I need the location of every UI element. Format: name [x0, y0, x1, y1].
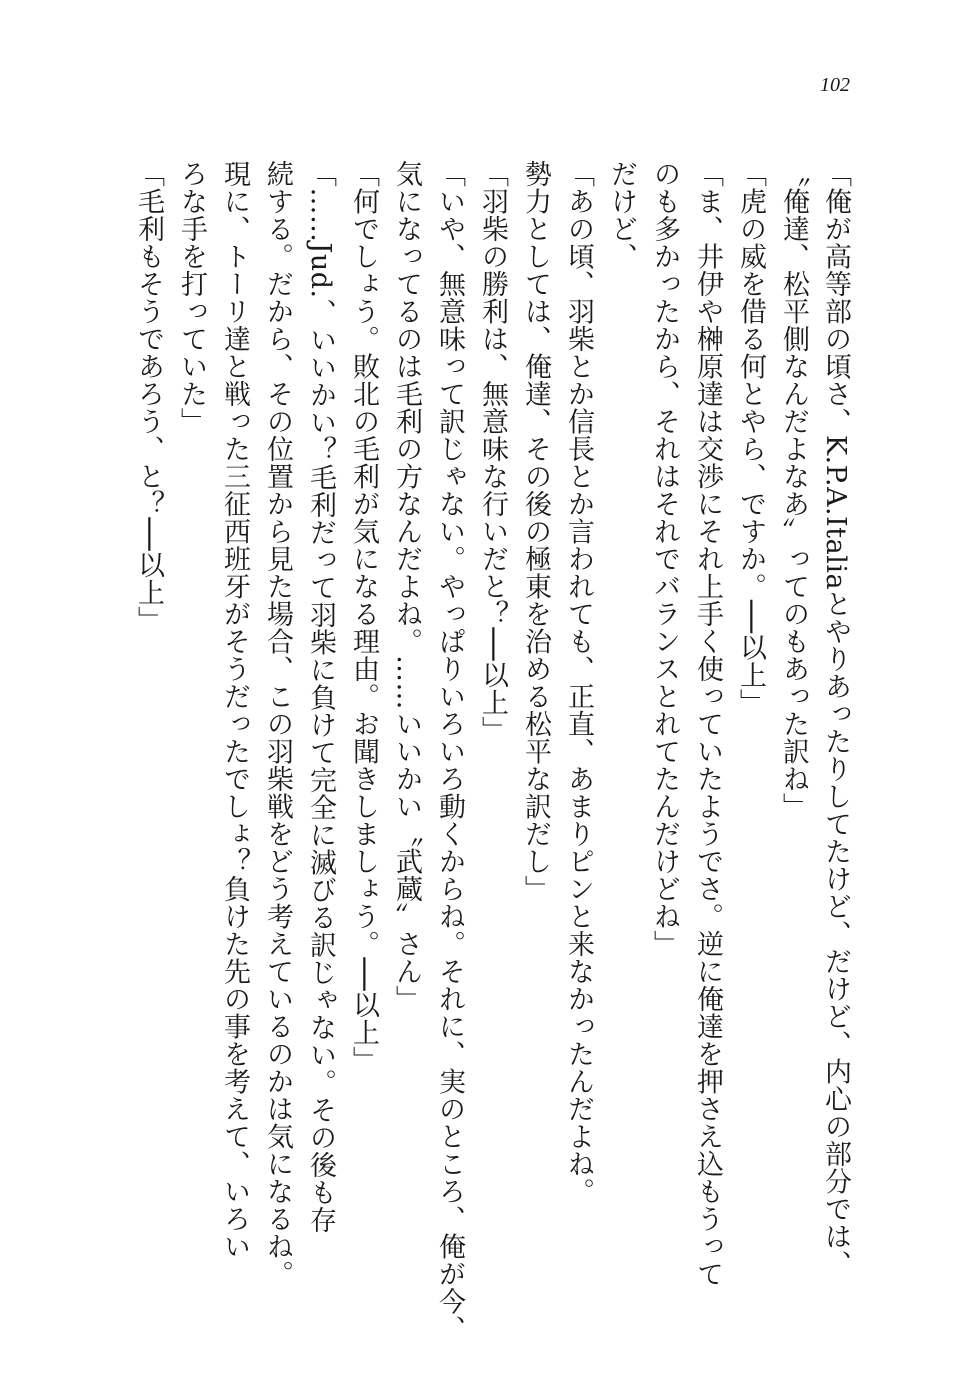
text-column: 〝俺達、松平側なんだよなあ〟ってのもあった訳ね」 — [778, 160, 809, 820]
text-column: 「虎の威を借る何とやら、ですか。──以上」 — [735, 160, 766, 717]
text-column: のも多かったから、それはそれでバランスとれてたんだけどね」 — [649, 160, 680, 958]
text-column: 勢力としては、俺達、その後の極東を治める松平な訳だし」 — [520, 160, 551, 903]
text-column: 「毛利もそうであろう、と？──以上」 — [133, 160, 164, 634]
text-column: 気になってるのは毛利の方なんだよね。……いいかい〝武蔵〟さん」 — [391, 160, 422, 1013]
text-column: 「ま、井伊や榊原達は交渉にそれ上手く使っていたようでさ。逆に俺達を押さえ込もうって — [692, 160, 723, 1288]
text-column: 現に、トーリ達と戦った三征西班牙がそうだったでしょ？負けた先の事を考えて、いろい — [219, 160, 250, 1260]
text-column: 「あの頃、羽柴とか信長とか言われても、正直、あまりピンと来なかったんだよね。 — [563, 160, 594, 1205]
text-column: 「羽柴の勝利は、無意味な行いだと？──以上」 — [477, 160, 508, 744]
text-column: 「何でしょう。敗北の毛利が気になる理由。お聞きしましょう。──以上」 — [348, 160, 379, 1074]
text-column: 「俺が高等部の頃さ、K.P.A.Italiaとやりあったりしてたけど、だけど、内心の部分では、 — [820, 160, 851, 1278]
text-column: ろな手を打っていた」 — [176, 160, 207, 435]
text-column: 「……Jud.、いいかい？毛利だって羽柴に負けて完全に滅びる訳じゃない。その後も存 — [305, 160, 336, 1234]
text-column: 「いや、無意味って訳じゃない。やっぱりいろいろ動くからね。それに、実のところ、俺が今、 — [434, 160, 465, 1343]
page-number: 102 — [820, 74, 850, 96]
text-column: だけど、 — [606, 160, 637, 270]
text-column: 続する。だから、その位置から見た場合、この羽柴戦をどう考えているのかは気になるね。 — [262, 160, 293, 1288]
